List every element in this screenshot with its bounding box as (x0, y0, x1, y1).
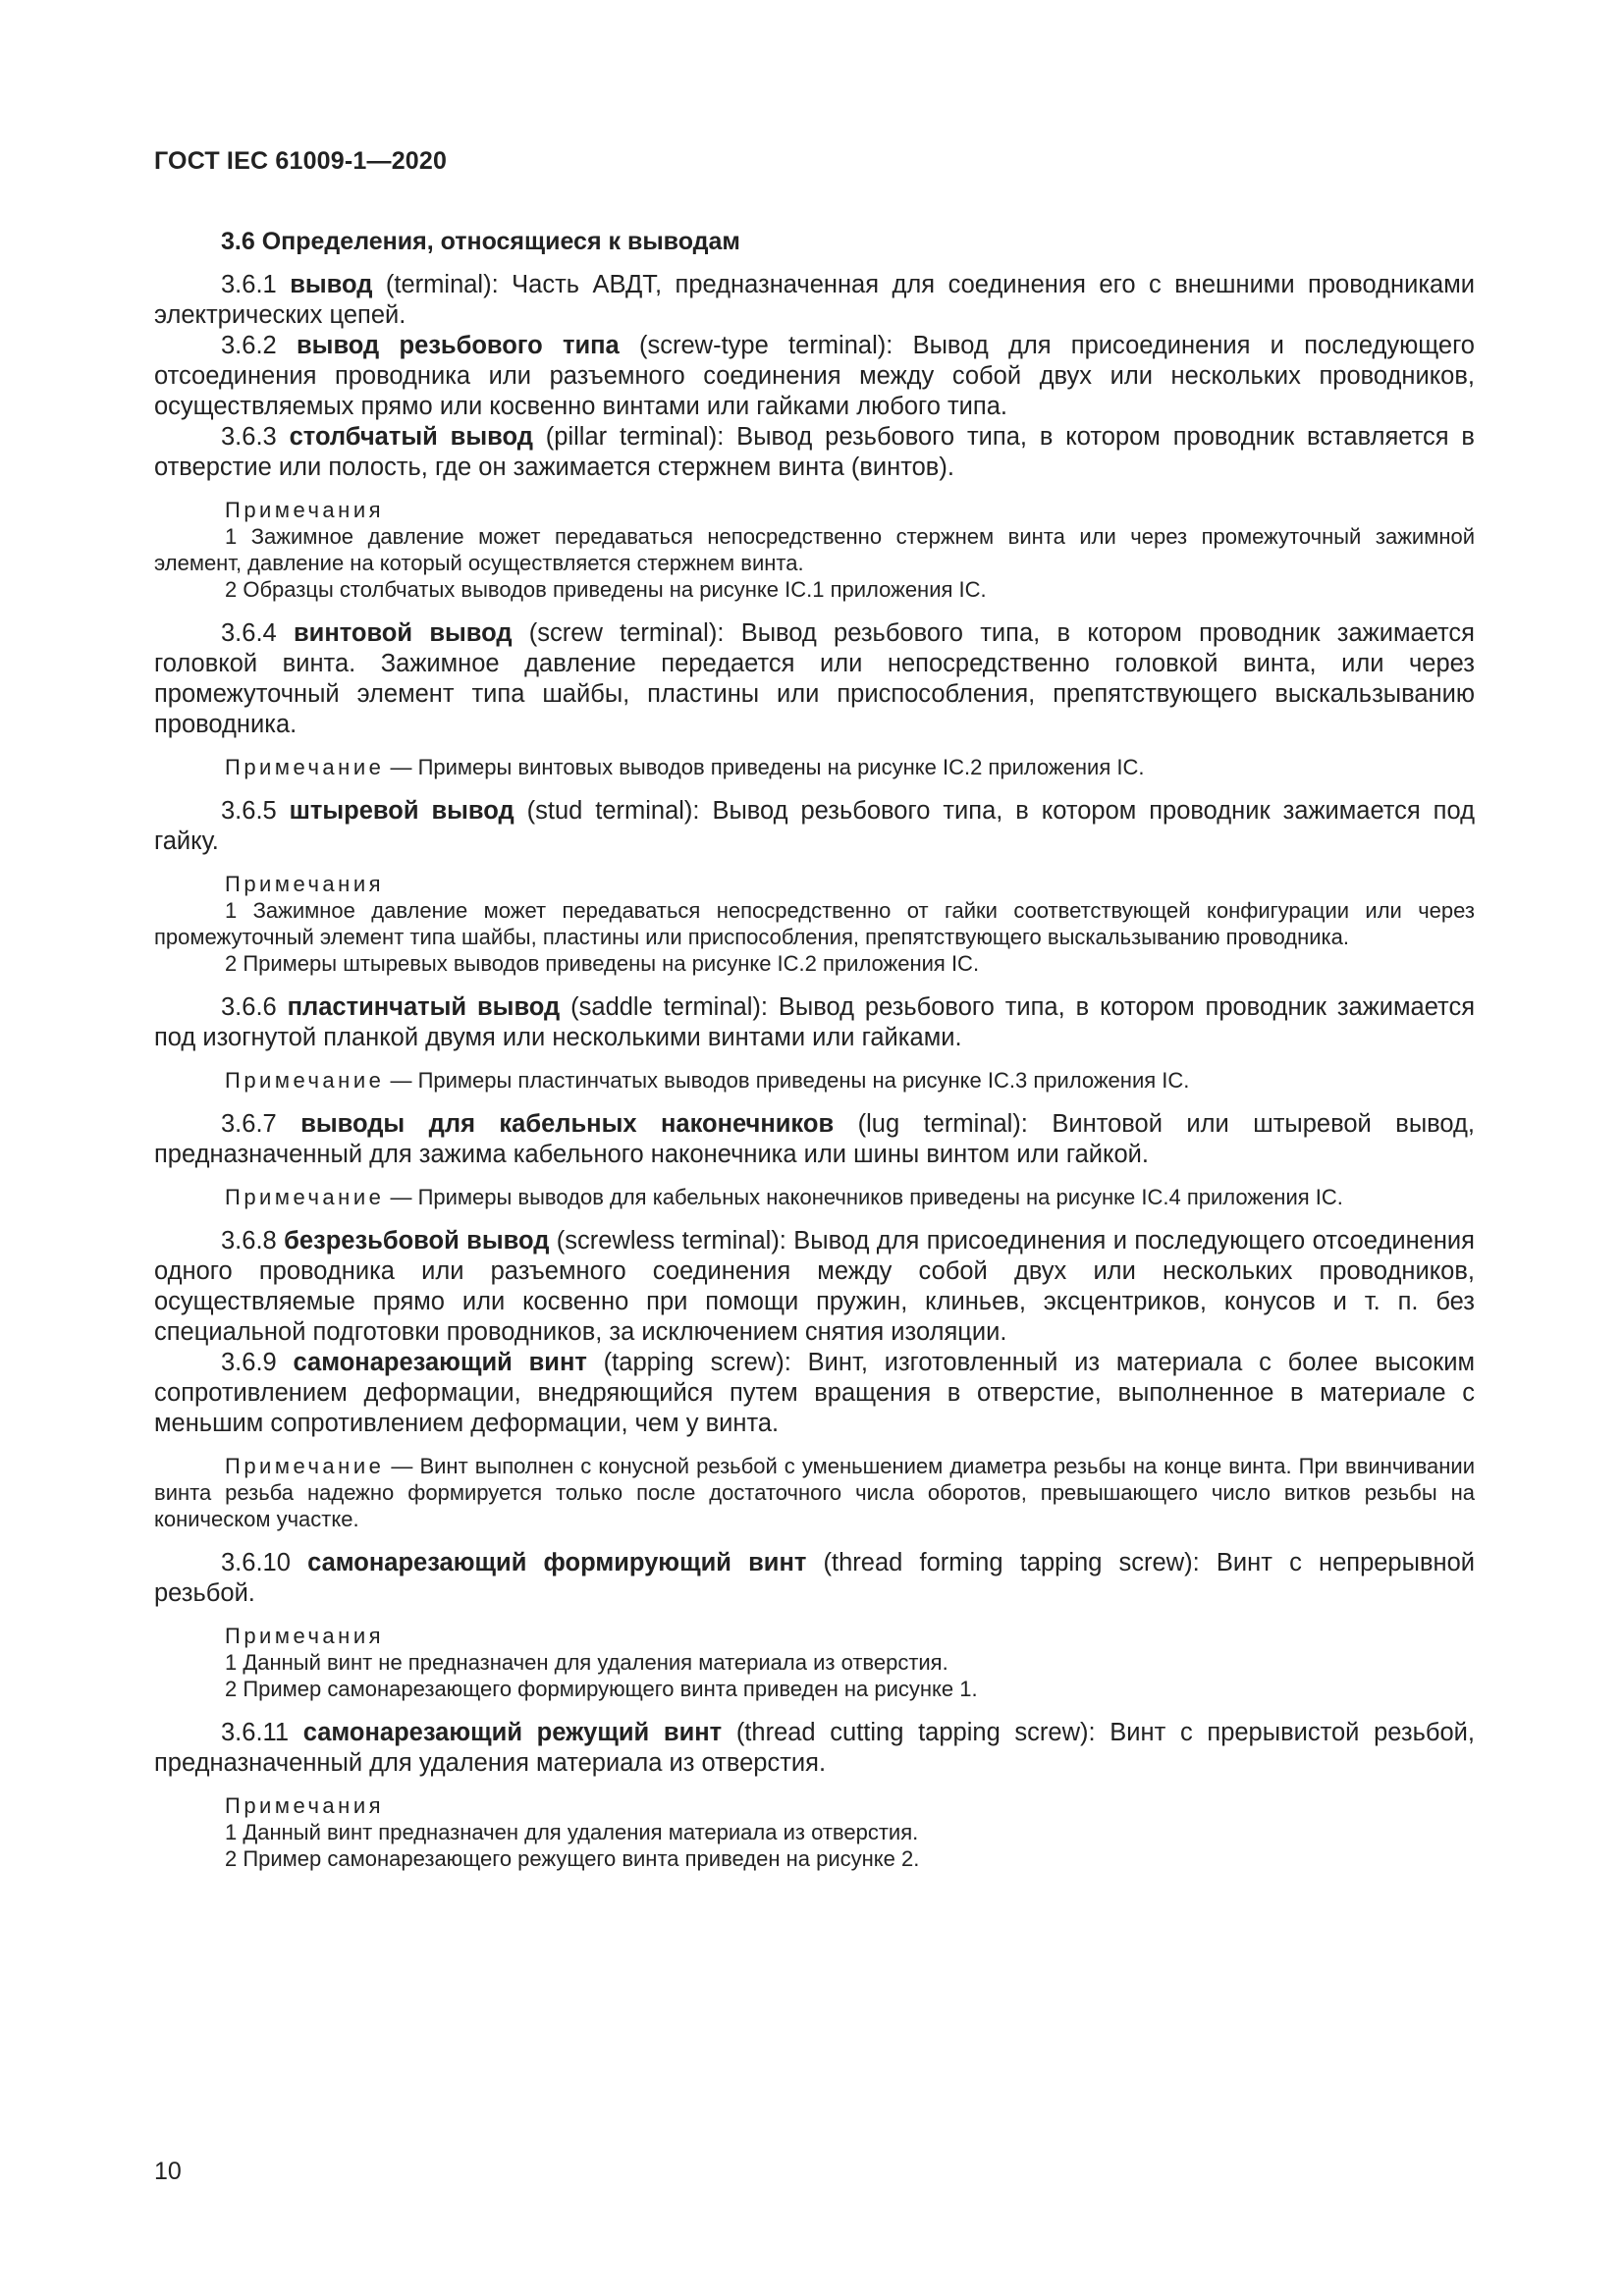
definition-3-6-5 (154, 796, 1475, 857)
definition-text: (saddle terminal): Вывод резьбового типа, в котором проводник зажимается под изогнутой планкой двумя или несколькими винтами или гайками. (154, 993, 1476, 1051)
note-item: 1 Зажимное давление может передаваться непосредственно от гайки соответствующей конфигурации или через промежуточный элемент типа шайбы, пластины или приспособления, препятствующего выскальзыванию проводника. (154, 898, 1475, 949)
definition-3-6-2 (154, 331, 1475, 422)
definition-text: (thread forming tapping screw): Винт с непрерывной резьбой. (154, 1549, 1475, 1607)
definition-number: 3.6.6 (221, 993, 277, 1021)
definition-term: столбчатый вывод (289, 423, 533, 451)
definition-text: (pillar terminal): Вывод резьбового типа, в котором проводник вставляется в отверстие или полость, где он зажимается стержнем винта (винтов). (154, 423, 1475, 481)
definition-term: самонарезающий режущий винт (302, 1719, 723, 1746)
definition-number: 3.6.9 (221, 1349, 277, 1376)
definition-number: 3.6.7 (221, 1110, 277, 1138)
definition-3-6-10 (154, 1548, 1475, 1609)
definition-text: (screw-type terminal): Вывод для присоединения и последующего отсоединения проводника или разъемного соединения между собой двух или нескольких проводников, осуществляемых прямо или косвенно винтами или гайками любого типа. (154, 332, 1475, 420)
note-item (154, 1453, 1475, 1532)
note-block (154, 1184, 1475, 1210)
note-item: 2 Примеры штыревых выводов приведены на рисунке IC.2 приложения IC. (225, 951, 980, 976)
definition-text: (stud terminal): Вывод резьбового типа, в котором проводник зажимается под гайку. (154, 797, 1475, 855)
definition-number: 3.6.11 (221, 1719, 290, 1746)
definition-3-6-3 (154, 422, 1475, 483)
notes-block (154, 497, 1475, 603)
notes-label: Примечания (225, 872, 385, 896)
note-label: Примечание (225, 1454, 385, 1478)
notes-label: Примечания (225, 1793, 385, 1818)
note-block (154, 1067, 1475, 1094)
definition-term: вывод (290, 271, 373, 298)
notes-block (154, 1623, 1475, 1702)
note-item (154, 1184, 1475, 1210)
note-item (154, 1067, 1475, 1094)
definition-3-6-8 (154, 1226, 1475, 1348)
definition-3-6-9 (154, 1348, 1475, 1439)
definition-number: 3.6.10 (221, 1549, 291, 1576)
note-label: Примечание (225, 755, 385, 779)
definition-text: (tapping screw): Винт, изготовленный из материала с более высоким сопротивлением деформации, внедряющийся путем вращения в отверстие, выполненное в материале с меньшим сопротивлением деформации, чем у винта. (154, 1349, 1475, 1437)
definition-number: 3.6.8 (221, 1227, 277, 1255)
note-item: 1 Данный винт не предназначен для удаления материала из отверстия. (225, 1650, 948, 1675)
definition-3-6-1 (154, 270, 1475, 331)
document-header: ГОСТ IEC 61009-1—2020 (154, 147, 448, 175)
definition-term: выводы для кабельных наконечников (300, 1110, 835, 1138)
note-text: — Винт выполнен с конусной резьбой с уменьшением диаметра резьбы на конце винта. При ввинчивании винта резьба надежно формируется только после достаточного числа оборотов, превышающего число витков резьбы на коническом участке. (154, 1454, 1475, 1531)
definition-term: самонарезающий формирующий винт (307, 1549, 807, 1576)
definition-3-6-7 (154, 1109, 1475, 1170)
document-body (154, 228, 1475, 1888)
section-title: 3.6 Определения, относящиеся к выводам (221, 228, 740, 255)
definition-3-6-11 (154, 1718, 1475, 1779)
notes-label: Примечания (225, 498, 385, 522)
page-number: 10 (154, 2158, 182, 2185)
definition-text: (screw terminal): Вывод резьбового типа, в котором проводник зажимается головкой винта. Зажимное давление передается или непосредственно головкой винта, или через промежуточный элемент типа шайбы, пластины или приспособления, препятствующего выскальзыванию проводника. (154, 619, 1475, 738)
definition-number: 3.6.3 (221, 423, 277, 451)
definition-3-6-6 (154, 992, 1475, 1053)
definition-term: самонарезающий винт (293, 1349, 587, 1376)
definition-number: 3.6.5 (221, 797, 277, 825)
definition-number: 3.6.1 (221, 271, 277, 298)
note-text: — Примеры винтовых выводов приведены на рисунке IC.2 приложения IC. (384, 755, 1145, 779)
definition-number: 3.6.2 (221, 332, 277, 359)
definition-term: пластинчатый вывод (287, 993, 561, 1021)
note-label: Примечание (225, 1068, 385, 1093)
definition-number: 3.6.4 (221, 619, 277, 647)
definition-term: винтовой вывод (293, 619, 513, 647)
definition-text: (terminal): Часть АВДТ, предназначенная для соединения его с внешними проводниками электрических цепей. (154, 271, 1475, 329)
definition-text: (screwless terminal): Вывод для присоединения и последующего отсоединения одного проводника или разъемного соединения между собой двух или нескольких проводников, осуществляемые прямо или косвенно при помощи пружин, клиньев, эксцентриков, конусов и т. п. без специальной подготовки проводников, за исключением снятия изоляции. (154, 1227, 1475, 1346)
definition-term: штыревой вывод (289, 797, 514, 825)
definition-text: (thread cutting tapping screw): Винт с прерывистой резьбой, предназначенный для удаления материала из отверстия. (154, 1719, 1475, 1777)
definition-term: безрезьбовой вывод (284, 1227, 550, 1255)
note-item (154, 754, 1475, 780)
notes-block (154, 871, 1475, 977)
note-item: 2 Образцы столбчатых выводов приведены на рисунке IC.1 приложения IC. (225, 577, 987, 602)
note-text: — Примеры выводов для кабельных наконечников приведены на рисунке IC.4 приложения IC. (384, 1185, 1343, 1209)
note-item: 1 Зажимное давление может передаваться непосредственно стержнем винта или через промежуточный зажимной элемент, давление на который осуществляется стержнем винта. (154, 524, 1475, 575)
note-block (154, 1453, 1475, 1532)
note-item: 2 Пример самонарезающего формирующего винта приведен на рисунке 1. (225, 1677, 978, 1701)
notes-block (154, 1792, 1475, 1872)
notes-label: Примечания (225, 1624, 385, 1648)
note-label: Примечание (225, 1185, 385, 1209)
note-item: 2 Пример самонарезающего режущего винта приведен на рисунке 2. (225, 1846, 920, 1871)
definition-3-6-4 (154, 618, 1475, 740)
definition-term: вывод резьбового типа (297, 332, 620, 359)
note-block (154, 754, 1475, 780)
definition-text: (lug terminal): Винтовой или штыревой вывод, предназначенный для зажима кабельного наконечника или шины винтом или гайкой. (154, 1110, 1475, 1168)
note-item: 1 Данный винт предназначен для удаления материала из отверстия. (225, 1820, 919, 1844)
note-text: — Примеры пластинчатых выводов приведены на рисунке IC.3 приложения IC. (384, 1068, 1190, 1093)
